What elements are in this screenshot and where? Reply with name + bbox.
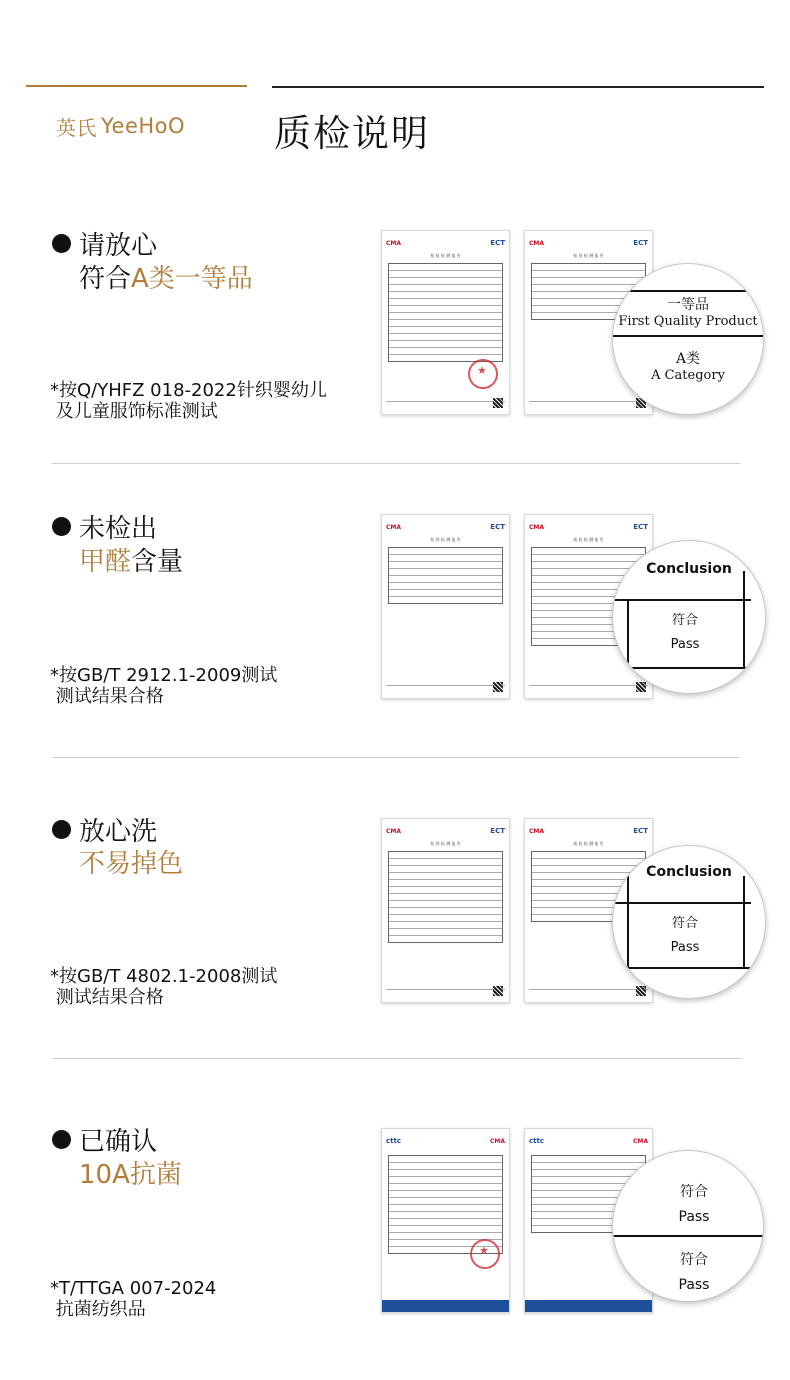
cert-footer-bar bbox=[525, 1300, 652, 1312]
logo-en: YeeHoO bbox=[101, 114, 186, 138]
report-page-3a: CMA ECT 检 验 检 测 报 告 bbox=[381, 818, 510, 1003]
qr-code-icon bbox=[493, 682, 503, 692]
report-table bbox=[388, 547, 503, 604]
report-page-2a: CMA ECT 检 验 检 测 报 告 bbox=[381, 514, 510, 699]
report-table bbox=[388, 263, 503, 362]
section-divider bbox=[52, 463, 740, 464]
bullet-icon bbox=[52, 1130, 71, 1149]
report-page-2b: CMA ECT 检 验 检 测 报 告 bbox=[524, 514, 653, 699]
magnifier-2: Conclusion 符合 Pass bbox=[612, 540, 766, 694]
header-black-rule bbox=[272, 86, 764, 88]
logo-cn: 英氏 bbox=[56, 115, 97, 140]
section-1-heading: 请放心 bbox=[52, 225, 157, 262]
report-page-4a: cttc CMA ★ bbox=[381, 1128, 510, 1313]
brand-logo bbox=[56, 110, 185, 142]
section-4-note: *T/TTGA 007-2024 抗菌纺织品 bbox=[50, 1278, 217, 1320]
section-3-note: *按GB/T 4802.1-2008测试 测试结果合格 bbox=[50, 966, 278, 1008]
section-3-heading: 放心洗 bbox=[52, 811, 157, 848]
cma-badge: CMA bbox=[386, 239, 402, 247]
qr-code-icon bbox=[636, 986, 646, 996]
cttc-logo: cttc bbox=[386, 1137, 401, 1145]
section-2-note: *按GB/T 2912.1-2009测试 测试结果合格 bbox=[50, 665, 278, 707]
magnifier-1: 一等品 First Quality Product A类 A Category bbox=[612, 263, 764, 415]
qr-code-icon bbox=[493, 986, 503, 996]
cert-footer-bar bbox=[382, 1300, 509, 1312]
report-table bbox=[388, 851, 503, 943]
header-gold-rule bbox=[26, 85, 247, 87]
bullet-icon bbox=[52, 517, 71, 536]
report-page-4b: cttc CMA bbox=[524, 1128, 653, 1313]
section-4-heading: 已确认 bbox=[52, 1121, 157, 1158]
report-page-1a bbox=[381, 230, 510, 415]
section-3-subheading: 不易掉色 bbox=[79, 849, 184, 879]
section-1-note: *按Q/YHFZ 018-2022针织婴幼儿 及儿童服饰标准测试 bbox=[50, 380, 327, 422]
report-page-3b: CMA ECT 检 验 检 测 报 告 bbox=[524, 818, 653, 1003]
ect-logo: ECT bbox=[490, 239, 505, 247]
section-divider bbox=[52, 757, 740, 758]
magnifier-3: Conclusion 符合 Pass bbox=[612, 845, 766, 999]
section-2-heading: 未检出 bbox=[52, 508, 157, 545]
magnifier-4: 符合 Pass 符合 Pass bbox=[612, 1150, 764, 1302]
qr-code-icon bbox=[493, 398, 503, 408]
report-page-1b: CMA ECT 检 验 检 测 报 告 bbox=[524, 230, 653, 415]
qr-code-icon bbox=[636, 682, 646, 692]
section-4-subheading: 10A抗菌 bbox=[79, 1160, 182, 1190]
red-stamp-icon bbox=[470, 1239, 500, 1269]
report-title: 检 验 检 测 报 告 bbox=[430, 253, 461, 258]
section-divider bbox=[52, 1058, 742, 1059]
bullet-icon bbox=[52, 234, 71, 253]
bullet-icon bbox=[52, 820, 71, 839]
section-2-subheading: 甲醛含量 bbox=[79, 547, 184, 577]
section-1-subheading: 符合A类一等品 bbox=[79, 264, 253, 294]
page-title: 质检说明 bbox=[274, 112, 430, 155]
red-stamp-icon bbox=[468, 359, 498, 389]
